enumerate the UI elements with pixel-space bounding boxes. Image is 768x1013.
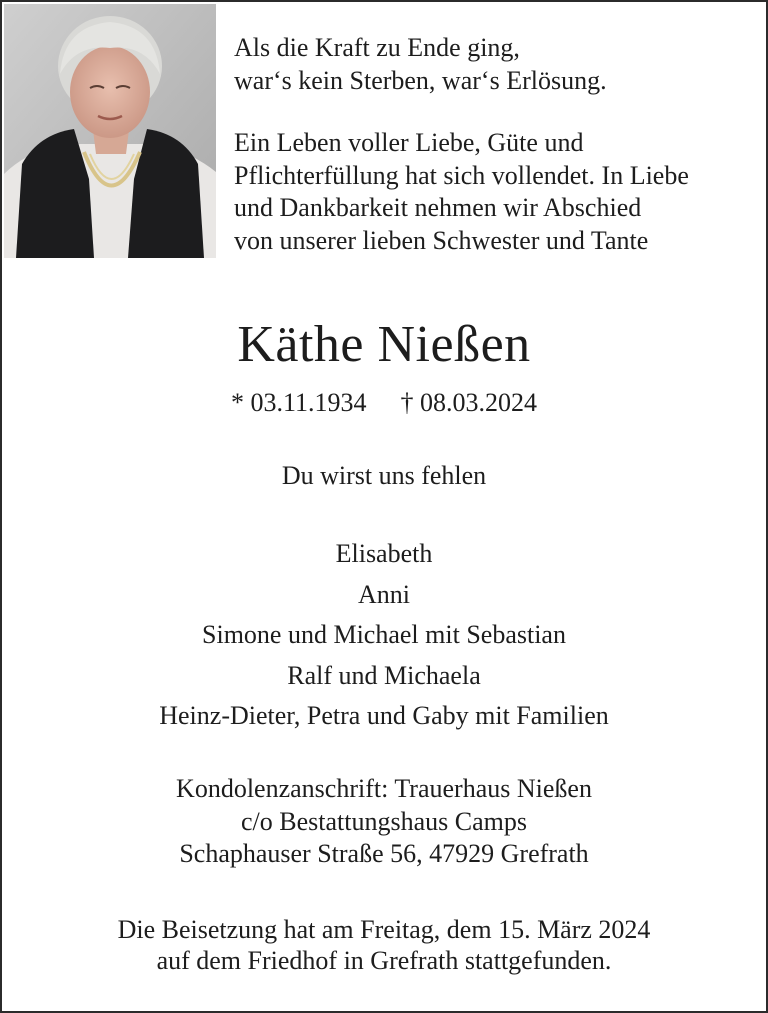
poem-line: und Dankbarkeit nehmen wir Abschied (234, 193, 642, 222)
condolence-address (2, 773, 766, 871)
farewell-line: Du wirst uns fehlen (281, 461, 487, 490)
poem-line: Als die Kraft zu Ende ging, (234, 33, 520, 62)
mourner-name: Anni (358, 579, 410, 609)
mourner-name: Elisabeth (335, 539, 433, 568)
mourner-name: Heinz-Dieter, Petra und Gaby mit Familien (159, 701, 609, 730)
address-line: Kondolenzanschrift: Trauerhaus Nießen (176, 774, 592, 803)
deceased-name: Käthe Nießen (237, 316, 531, 373)
address-line: c/o Bestattungshaus Camps (241, 806, 527, 836)
mourners-list (2, 534, 766, 737)
mourner-name: Ralf und Michaela (287, 660, 481, 690)
poem-line: Pflichterfüllung hat sich vollendet. In Liebe (234, 160, 689, 190)
birth-date: * 03.11.1934 (230, 388, 367, 417)
portrait-photo (4, 4, 216, 258)
poem-stanza-2 (234, 127, 754, 257)
poem-line: Ein Leben voller Liebe, Güte und (234, 128, 584, 157)
poem-stanza-1 (234, 32, 754, 97)
life-dates (2, 386, 766, 420)
poem (234, 32, 754, 287)
burial-notice (2, 914, 766, 976)
mourner-name: Simone und Michael mit Sebastian (202, 620, 566, 649)
poem-line: war‘s kein Sterben, war‘s Erlösung. (234, 65, 607, 95)
burial-line: auf dem Friedhof in Grefrath stattgefunden. (156, 946, 612, 975)
burial-line: Die Beisetzung hat am Freitag, dem 15. März 2024 (117, 915, 651, 944)
death-date: † 08.03.2024 (400, 388, 538, 417)
address-line: Schaphauser Straße 56, 47929 Grefrath (179, 839, 589, 868)
poem-line: von unserer lieben Schwester und Tante (234, 225, 649, 255)
